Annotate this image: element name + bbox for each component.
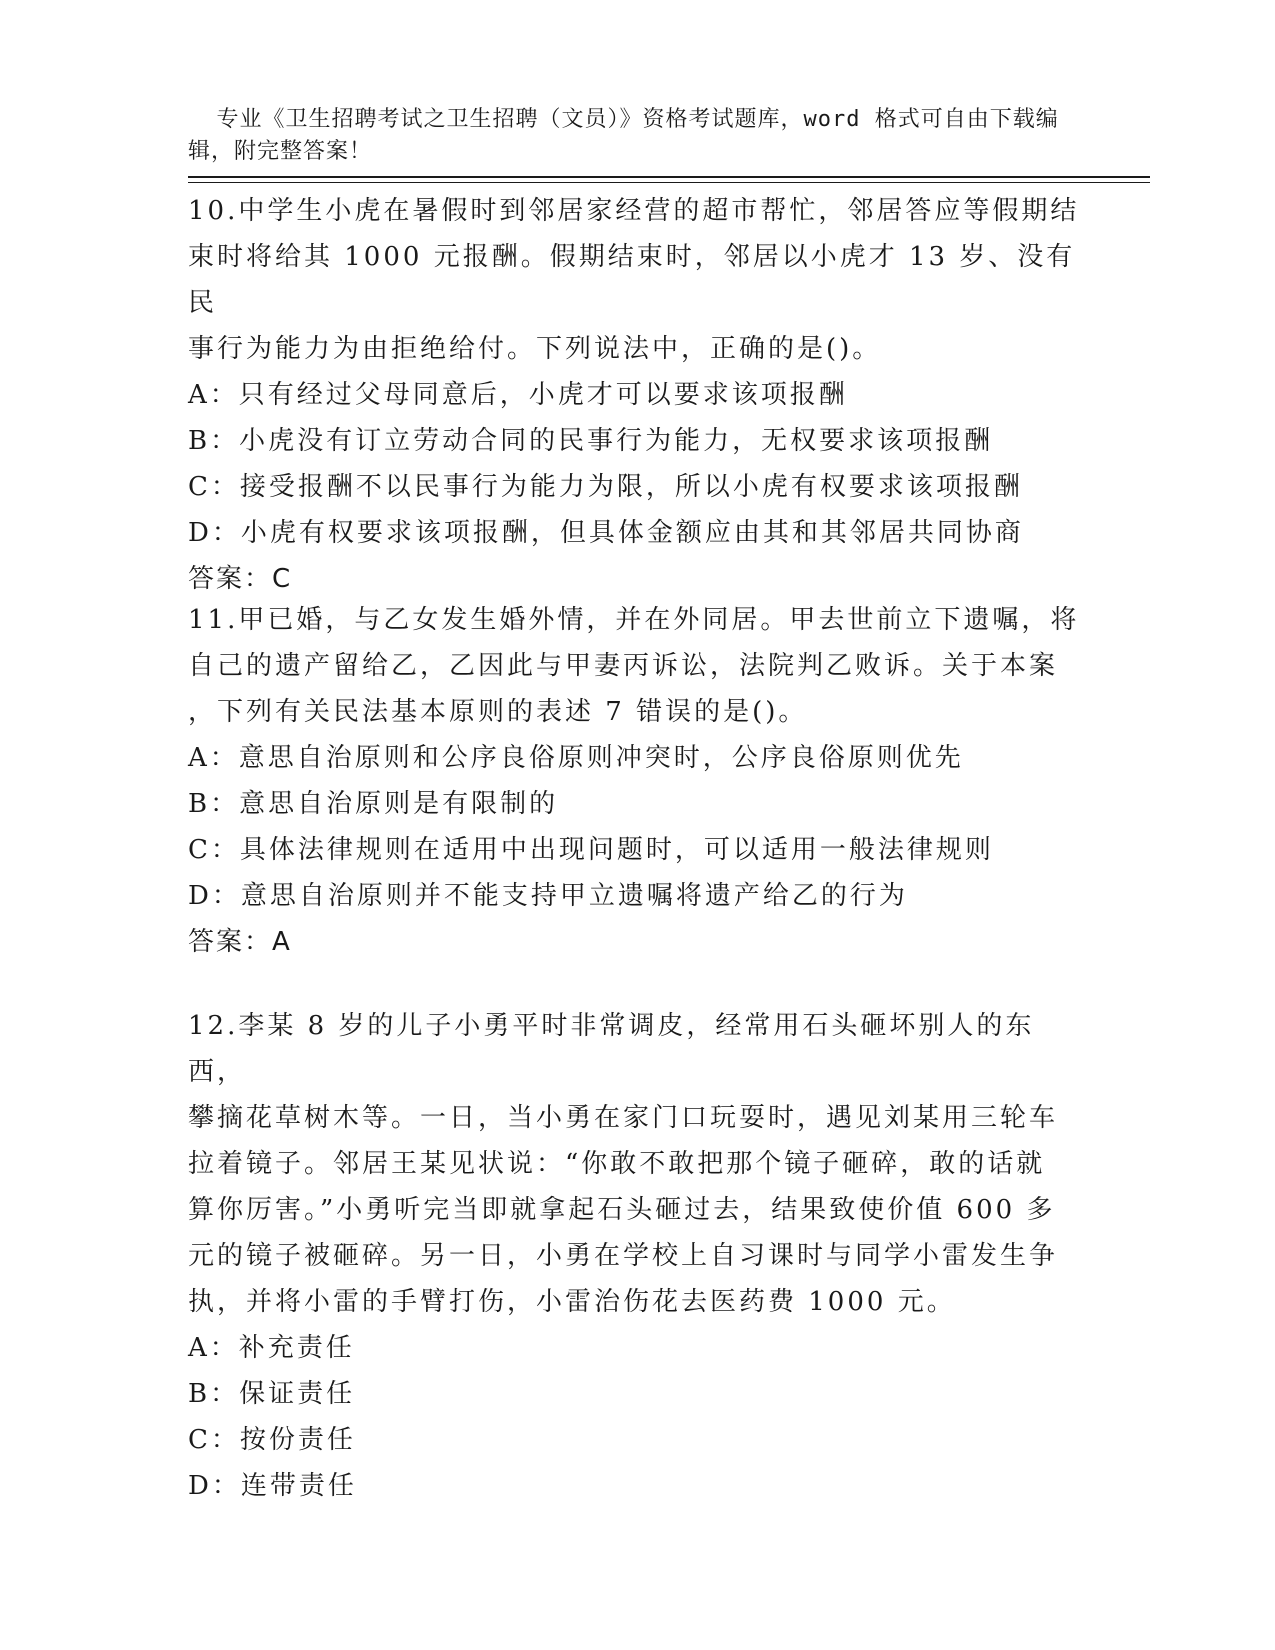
option-c: C：接受报酬不以民事行为能力为限，所以小虎有权要求该项报酬 — [188, 472, 1023, 502]
question-stem-line: 事行为能力为由拒绝给付。下列说法中，正确的是()。 — [188, 334, 882, 364]
option-c: C：按份责任 — [188, 1425, 356, 1455]
option-b: B：意思自治原则是有限制的 — [188, 789, 559, 819]
question-11 — [188, 597, 1088, 965]
option-a: A：意思自治原则和公序良俗原则冲突时，公序良俗原则优先 — [188, 743, 964, 773]
header-divider-thin — [188, 182, 1150, 183]
option-b: B：保证责任 — [188, 1379, 356, 1409]
question-stem-line: 11.甲已婚，与乙女发生婚外情，并在外同居。甲去世前立下遗嘱，将 — [188, 605, 1080, 635]
document-header — [188, 72, 1088, 168]
option-d: D：意思自治原则并不能支持甲立遗嘱将遗产给乙的行为 — [188, 881, 908, 911]
header-text: 专业《卫生招聘考试之卫生招聘（文员）》资格考试题库，word 格式可自由下载编辑，附完整答案！ — [188, 107, 1059, 164]
answer: 答案：A — [188, 927, 292, 957]
question-stem-line: 自己的遗产留给乙，乙因此与甲妻丙诉讼，法院判乙败诉。关于本案 — [188, 651, 1059, 681]
question-stem-line: ，下列有关民法基本原则的表述 7 错误的是()。 — [188, 697, 808, 727]
question-stem-line: 束时将给其 1000 元报酬。假期结束时，邻居以小虎才 13 岁、没有民 — [188, 242, 1076, 318]
option-b: B：小虎没有订立劳动合同的民事行为能力，无权要求该项报酬 — [188, 426, 994, 456]
answer: 答案：C — [188, 564, 293, 594]
option-a: A：只有经过父母同意后，小虎才可以要求该项报酬 — [188, 380, 848, 410]
option-a: A：补充责任 — [188, 1333, 355, 1363]
question-stem-line: 执，并将小雷的手臂打伤，小雷治伤花去医药费 1000 元。 — [188, 1287, 956, 1317]
option-c: C：具体法律规则在适用中出现问题时，可以适用一般法律规则 — [188, 835, 994, 865]
header-divider — [188, 176, 1150, 178]
question-10 — [188, 188, 1088, 602]
question-12 — [188, 1003, 1088, 1509]
question-stem-line: 10.中学生小虎在暑假时到邻居家经营的超市帮忙，邻居答应等假期结 — [188, 196, 1080, 226]
question-stem-line: 拉着镜子。邻居王某见状说：“你敢不敢把那个镜子砸碎，敢的话就 — [188, 1149, 1046, 1179]
question-stem-line: 元的镜子被砸碎。另一日，小勇在学校上自习课时与同学小雷发生争 — [188, 1241, 1059, 1271]
question-stem-line: 攀摘花草树木等。一日，当小勇在家门口玩耍时，遇见刘某用三轮车 — [188, 1103, 1059, 1133]
question-stem-line: 算你厉害。”小勇听完当即就拿起石头砸过去，结果致使价值 600 多 — [188, 1195, 1056, 1225]
option-d: D：连带责任 — [188, 1471, 357, 1501]
question-stem-line: 12.李某 8 岁的儿子小勇平时非常调皮，经常用石头砸坏别人的东西， — [188, 1011, 1035, 1087]
option-d: D：小虎有权要求该项报酬，但具体金额应由其和其邻居共同协商 — [188, 518, 1024, 548]
